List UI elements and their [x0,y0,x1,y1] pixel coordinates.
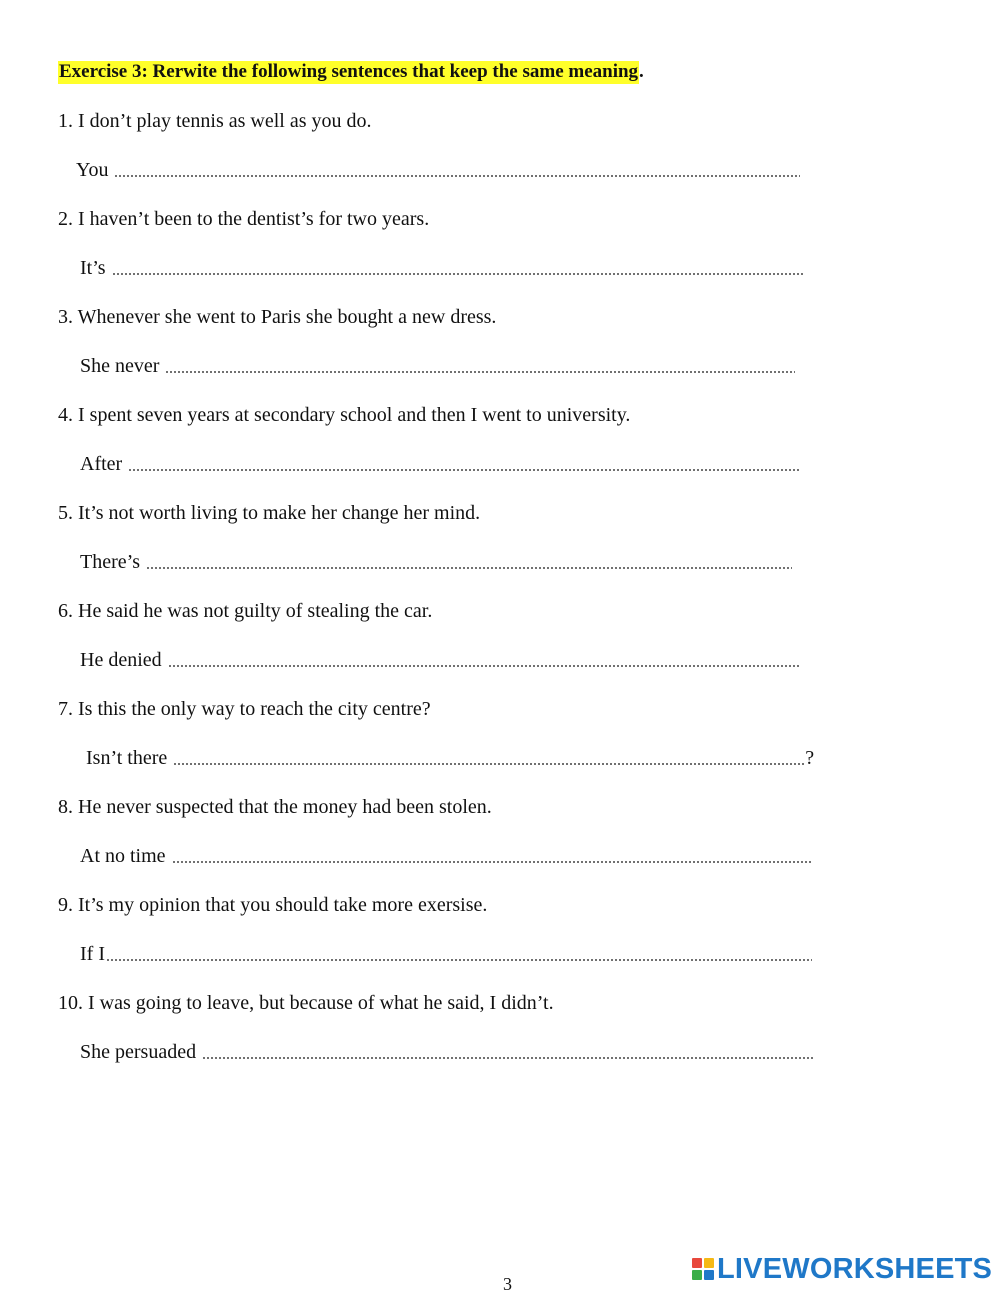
answer-blank-5[interactable] [146,566,792,570]
answer-row-3 [80,353,795,379]
answer-row-1 [76,157,800,183]
logo-block-blue [704,1270,714,1280]
question-7: 7. Is this the only way to reach the city centre? [58,698,431,720]
question-10: 10. I was going to leave, but because of what he said, I didn’t. [58,992,554,1014]
answer-row-2 [80,255,804,281]
answer-row-4 [80,451,800,477]
answer-prompt-7: Isn’t there [86,747,168,769]
answer-blank-3[interactable] [165,370,795,374]
answer-prompt-1: You [76,159,109,181]
answer-end-7: ? [805,747,815,769]
liveworksheets-brand [692,1254,992,1284]
question-4: 4. I spent seven years at secondary school and then I went to university. [58,404,631,426]
answer-prompt-6: He denied [80,649,162,671]
answer-prompt-5: There’s [80,551,140,573]
answer-prompt-4: After [80,453,123,475]
logo-block-green [692,1270,702,1280]
answer-row-9 [80,941,812,967]
answer-row-5 [80,549,792,575]
exercise-title-period: . [639,61,644,82]
question-2: 2. I haven’t been to the dentist’s for two years. [58,208,430,230]
question-3: 3. Whenever she went to Paris she bought a new dress. [58,306,497,328]
answer-prompt-2: It’s [80,257,106,279]
answer-blank-10[interactable] [202,1056,814,1060]
brand-name: LIVEWORKSHEETS [717,1253,993,1285]
logo-block-yellow [704,1258,714,1268]
answer-prompt-10: She persuaded [80,1041,197,1063]
answer-row-8 [80,843,812,869]
answer-blank-2[interactable] [112,272,804,276]
answer-row-7 [86,745,814,771]
answer-row-10 [80,1039,814,1065]
answer-row-6 [80,647,800,673]
question-8: 8. He never suspected that the money had been stolen. [58,796,492,818]
answer-blank-6[interactable] [168,664,800,668]
question-6: 6. He said he was not guilty of stealing the car. [58,600,433,622]
answer-prompt-3: She never [80,355,160,377]
exercise-title-text: Exercise 3: Rerwite the following sentences that keep the same meaning [59,61,639,82]
answer-blank-9[interactable] [106,958,812,962]
answer-blank-7[interactable] [173,762,805,766]
question-5: 5. It’s not worth living to make her change her mind. [58,502,481,524]
page-number: 3 [503,1274,512,1294]
answer-blank-8[interactable] [172,860,812,864]
logo-block-red [692,1258,702,1268]
liveworksheets-logo-icon [692,1258,714,1280]
question-9: 9. It’s my opinion that you should take more exersise. [58,894,488,916]
answer-blank-4[interactable] [128,468,800,472]
exercise-title [58,58,644,86]
question-1: 1. I don’t play tennis as well as you do. [58,110,372,132]
answer-prompt-9: If I [80,943,105,965]
answer-prompt-8: At no time [80,845,166,867]
answer-blank-1[interactable] [114,174,800,178]
